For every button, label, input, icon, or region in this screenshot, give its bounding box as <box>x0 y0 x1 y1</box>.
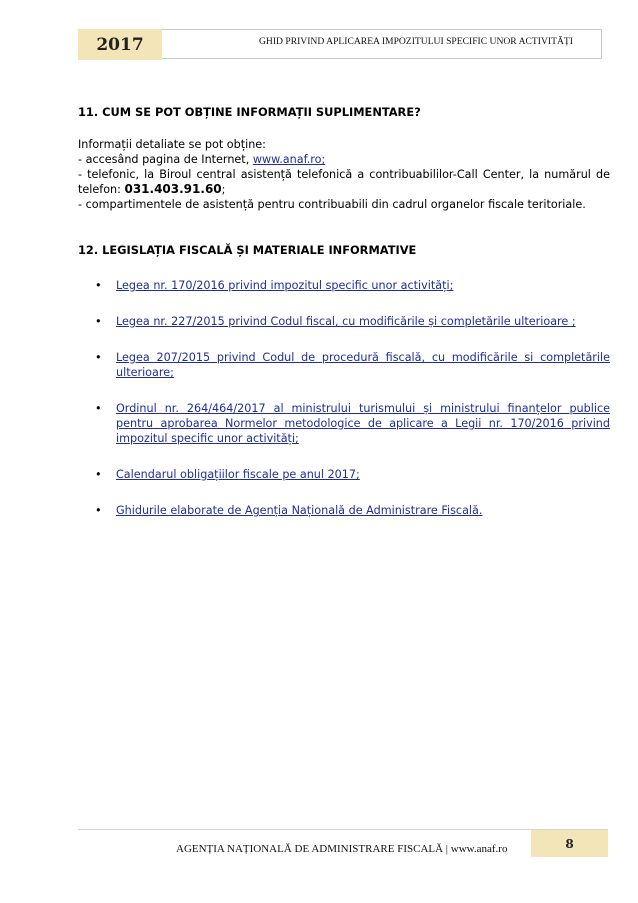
list-item <box>78 503 610 518</box>
header-title-box <box>162 29 602 59</box>
anaf-website-link[interactable]: www.anaf.ro; <box>252 153 326 166</box>
law-227-2015-link[interactable]: Legea nr. 227/2015 privind Codul fiscal, cu modificările și completările ulterioare ; <box>116 315 576 328</box>
header-year: 2017 <box>78 29 162 60</box>
anaf-guides-link[interactable]: Ghidurile elaborate de Agenția Națională de Administrare Fiscală. <box>116 504 483 517</box>
bullet-icon: • <box>95 351 102 364</box>
bullet-icon: • <box>95 504 102 517</box>
page-content <box>78 105 610 539</box>
bullet-icon: • <box>95 402 102 415</box>
page-number: 8 <box>531 830 608 857</box>
footer-divider <box>78 829 608 830</box>
footer-text: AGENȚIA NAȚIONALĂ DE ADMINISTRARE FISCALĂ | www.anaf.ro <box>176 843 508 855</box>
internet-line-text: - accesând pagina de Internet, <box>78 153 253 166</box>
section-11-intro: Informații detaliate se pot obține: <box>78 138 266 151</box>
offices-line: - compartimentele de asistență pentru contribuabili din cadrul organelor fiscale teritoriale. <box>78 198 586 211</box>
section-12-heading: 12. LEGISLAȚIA FISCALĂ ȘI MATERIALE INFORMATIVE <box>78 243 417 257</box>
page-header <box>78 29 603 60</box>
bullet-icon: • <box>95 279 102 292</box>
section-11-heading: 11. CUM SE POT OBȚINE INFORMAȚII SUPLIMENTARE? <box>78 105 421 119</box>
phone-line-text: - telefonic, la Biroul central asistență telefonică a contribuabililor-Call Center, la numărul de telefon: <box>78 168 610 196</box>
phone-suffix: ; <box>221 183 226 196</box>
list-item <box>78 278 610 293</box>
bullet-icon: • <box>95 468 102 481</box>
list-item <box>78 467 610 482</box>
list-item <box>78 401 610 446</box>
order-264-464-2017-link[interactable]: Ordinul nr. 264/464/2017 al ministrului turismului și ministrului finanțelor publice pentru aprobarea Normelor metodologice de aplicare a Legii nr. 170/2016 privind impozitul specific unor activități; <box>116 402 610 445</box>
header-title: GHID PRIVIND APLICAREA IMPOZITULUI SPECIFIC UNOR ACTIVITĂȚI <box>259 36 573 47</box>
list-item <box>78 314 610 329</box>
internet-line <box>78 152 610 167</box>
phone-number: 031.403.91.60 <box>124 182 222 196</box>
list-item <box>78 350 610 380</box>
law-170-2016-link[interactable]: Legea nr. 170/2016 privind impozitul specific unor activități; <box>116 279 454 292</box>
legislation-list <box>78 278 610 518</box>
phone-line <box>78 167 610 197</box>
bullet-icon: • <box>95 315 102 328</box>
fiscal-calendar-link[interactable]: Calendarul obligațiilor fiscale pe anul 2017; <box>116 468 360 481</box>
law-207-2015-link[interactable]: Legea 207/2015 privind Codul de procedură fiscală, cu modificările si completările ulterioare; <box>116 351 610 379</box>
